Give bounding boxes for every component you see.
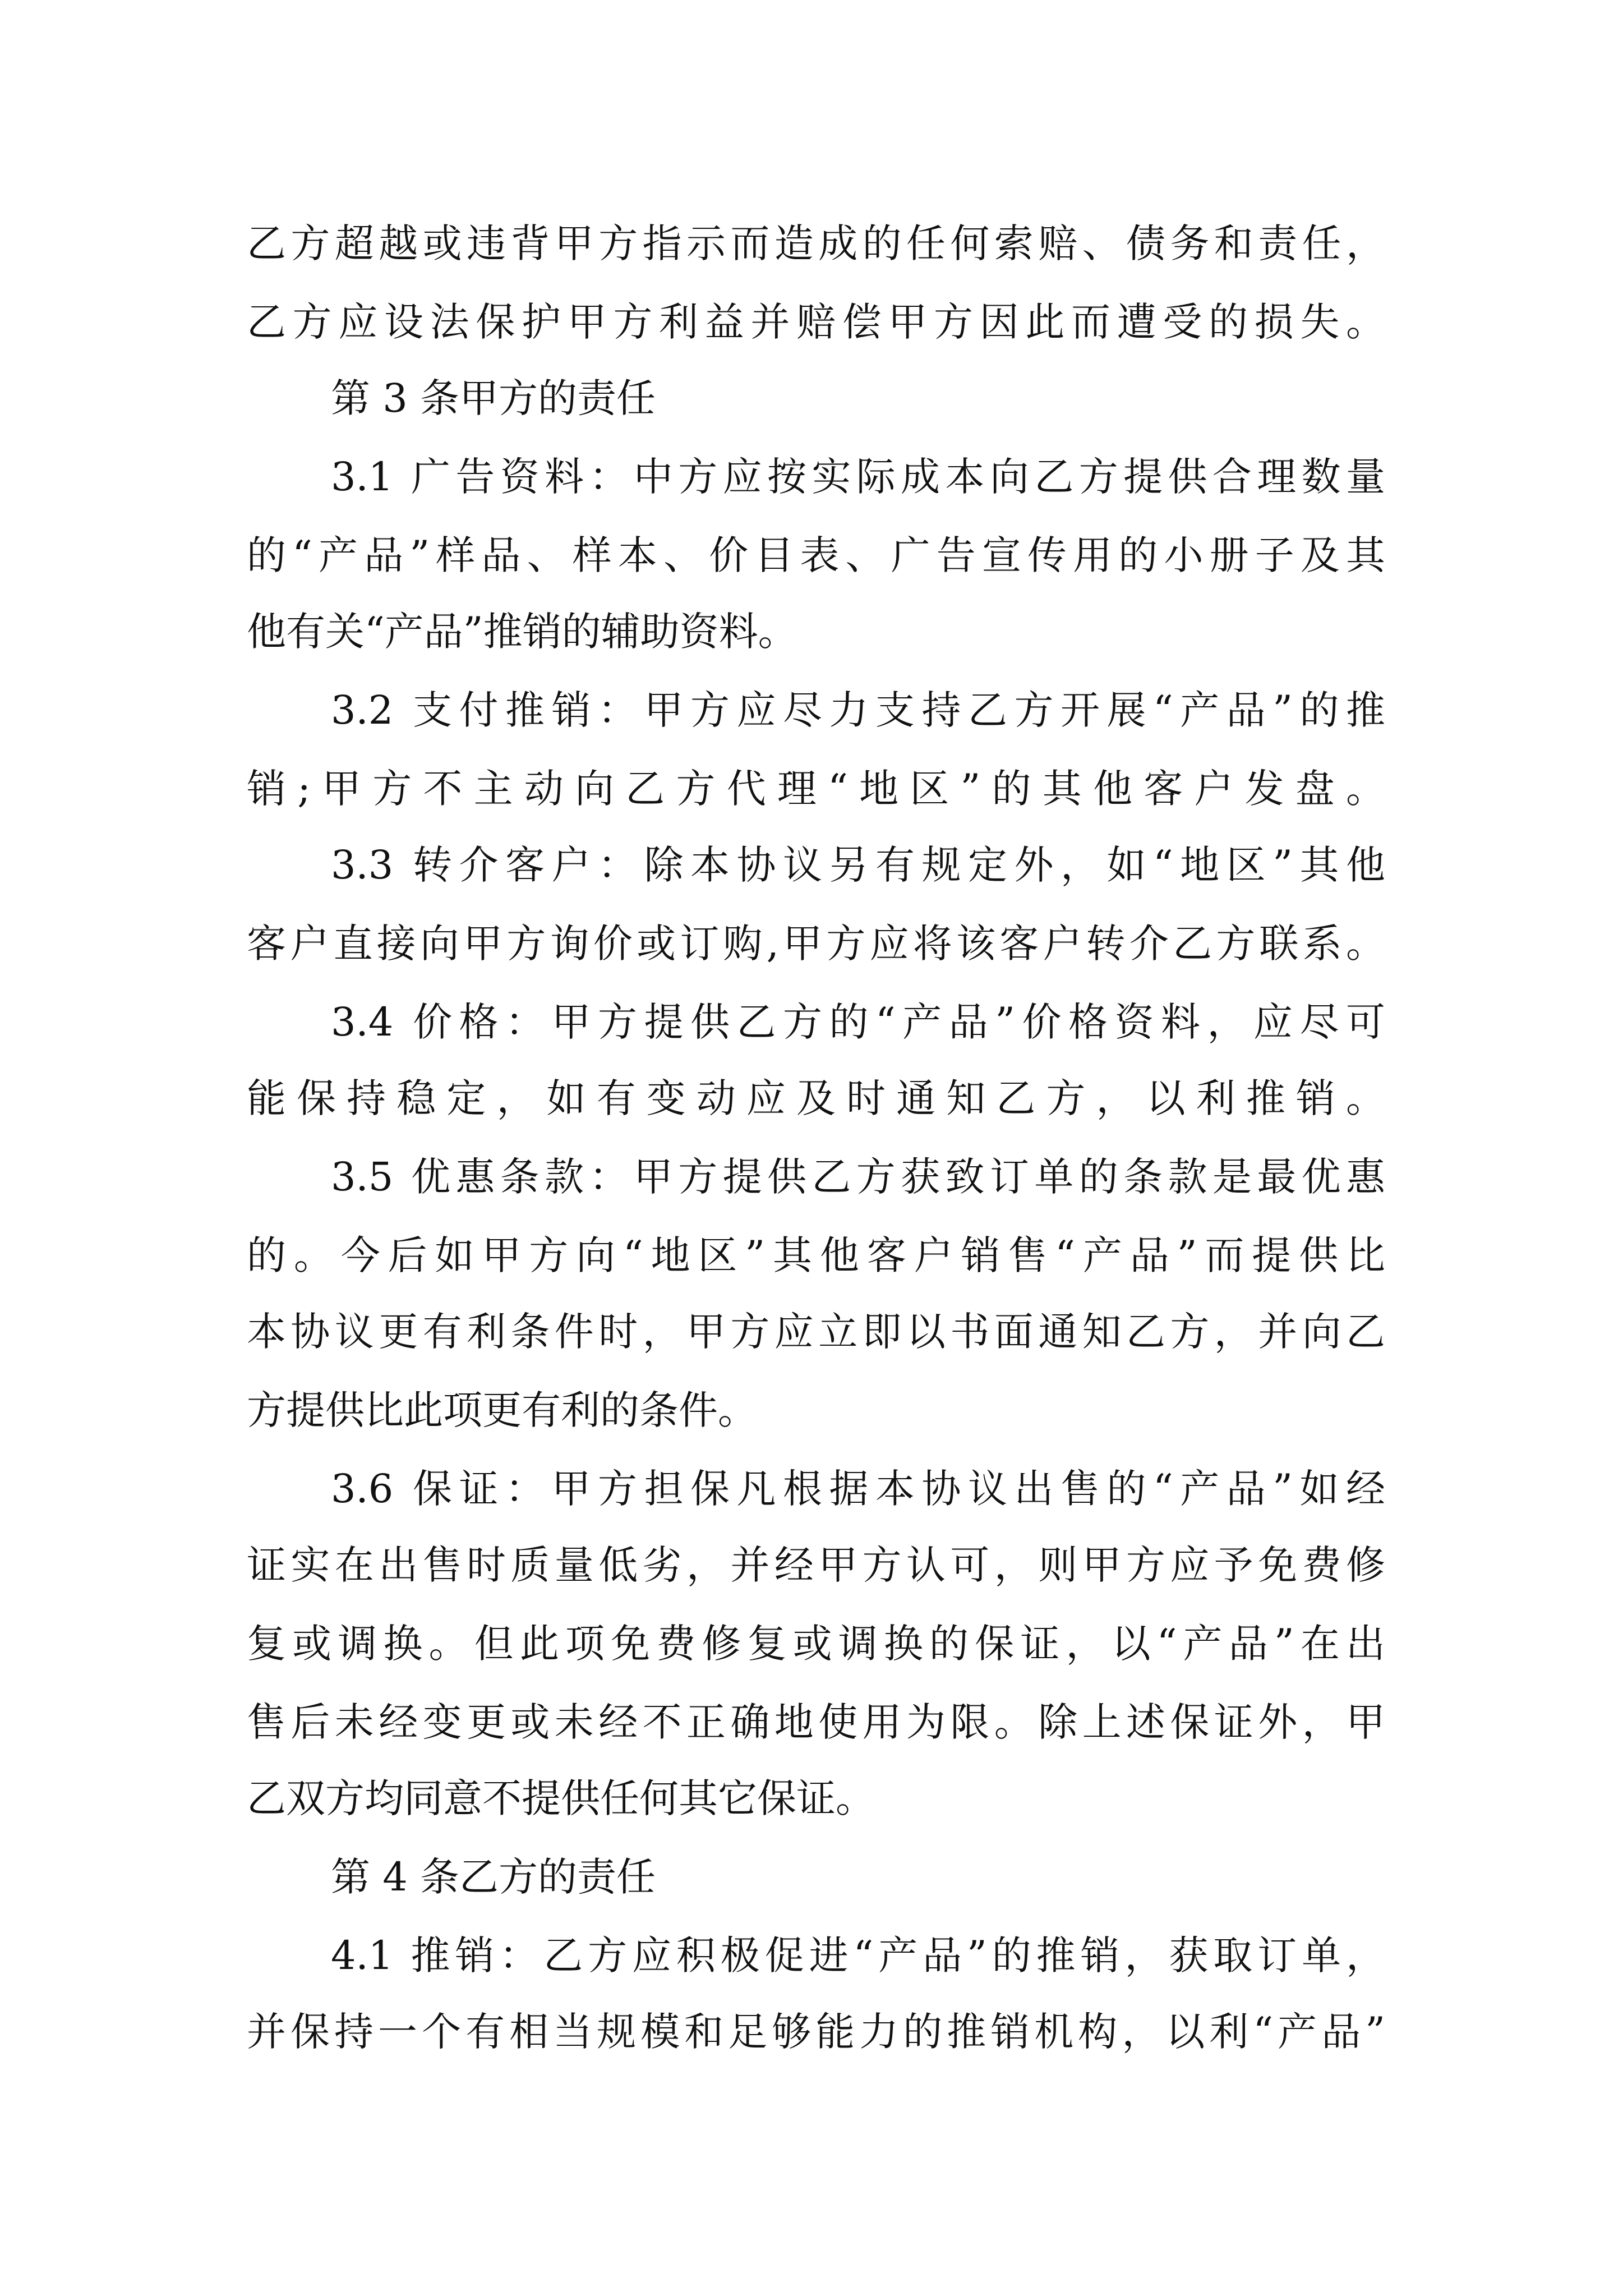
body-text-line: 复或调换。但此项免费修复或调换的保证，以“产品”在出 — [247, 1621, 1385, 1667]
body-text-line: 客户直接向甲方询价或订购,甲方应将该客户转介乙方联系。 — [247, 921, 1385, 967]
body-text-line: 乙方应设法保护甲方利益并赔偿甲方因此而遭受的损失。 — [247, 299, 1385, 345]
body-text-line: 并保持一个有相当规模和足够能力的推销机构，以利“产品” — [247, 2009, 1385, 2055]
clause-text-line: 3.5 优惠条款：甲方提供乙方获致订单的条款是最优惠 — [331, 1154, 1385, 1200]
clause-text-line: 3.2 支付推销：甲方应尽力支持乙方开展“产品”的推 — [331, 687, 1385, 733]
clause-text-line: 3.1 广告资料：中方应按实际成本向乙方提供合理数量 — [331, 454, 1385, 500]
body-text-line: 证实在出售时质量低劣，并经甲方认可，则甲方应予免费修 — [247, 1542, 1385, 1588]
body-text-line: 乙双方均同意不提供任何其它保证。 — [247, 1775, 875, 1821]
body-text-line: 售后未经变更或未经不正确地使用为限。除上述保证外，甲 — [247, 1699, 1385, 1745]
body-text-line: 乙方超越或违背甲方指示而造成的任何索赔、债务和责任， — [247, 220, 1385, 266]
section-heading: 第 4 条乙方的责任 — [331, 1854, 656, 1900]
body-text-line: 本协议更有利条件时，甲方应立即以书面通知乙方，并向乙 — [247, 1309, 1385, 1355]
body-text-line: 能保持稳定，如有变动应及时通知乙方，以利推销。 — [247, 1075, 1385, 1121]
clause-text-line: 3.3 转介客户：除本协议另有规定外，如“地区”其他 — [331, 842, 1385, 888]
body-text-line: 销;甲方不主动向乙方代理“地区”的其他客户发盘。 — [247, 766, 1385, 812]
clause-text-line: 4.1 推销：乙方应积极促进“产品”的推销，获取订单， — [331, 1932, 1385, 1978]
clause-text-line: 3.6 保证：甲方担保凡根据本协议出售的“产品”如经 — [331, 1466, 1385, 1512]
section-heading: 第 3 条甲方的责任 — [331, 375, 656, 421]
body-text-line: 的。今后如甲方向“地区”其他客户销售“产品”而提供比 — [247, 1232, 1385, 1278]
body-text-line: 的“产品”样品、样本、价目表、广告宣传用的小册子及其 — [247, 532, 1385, 578]
clause-text-line: 3.4 价格：甲方提供乙方的“产品”价格资料，应尽可 — [331, 999, 1385, 1045]
body-text-line: 方提供比此项更有利的条件。 — [247, 1387, 757, 1433]
body-text-line: 他有关“产品”推销的辅助资料。 — [247, 609, 797, 655]
